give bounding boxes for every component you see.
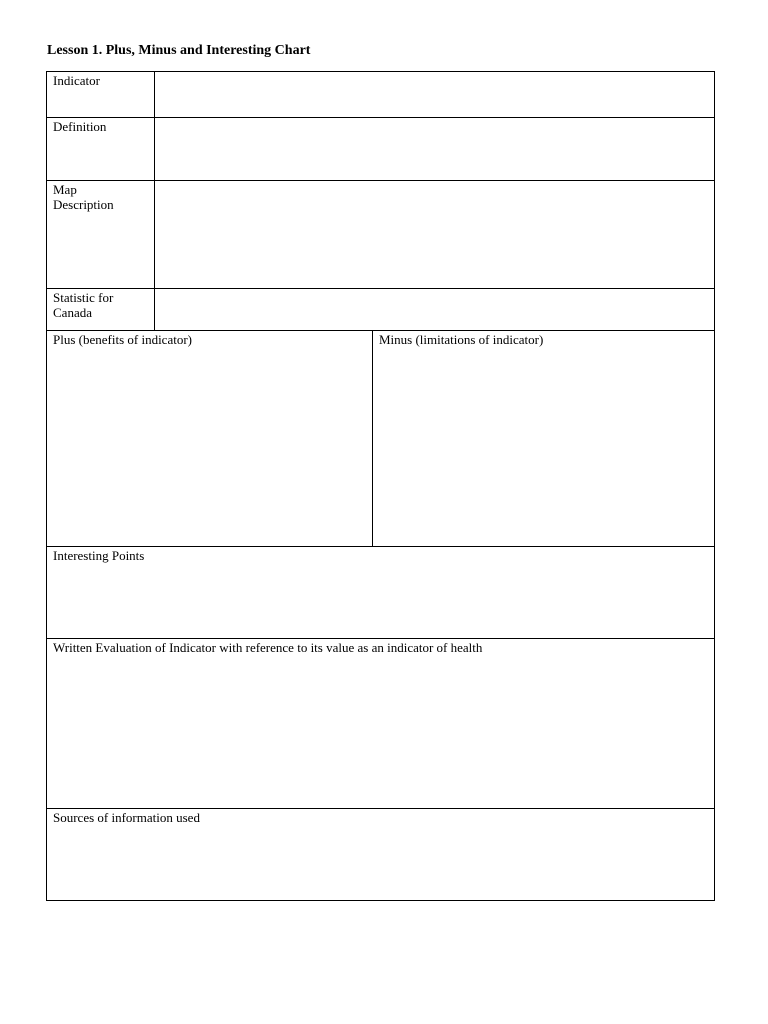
statistic-row: [47, 289, 715, 331]
minus-cell[interactable]: [373, 331, 715, 547]
definition-label-text: Definition: [53, 119, 107, 134]
page-title: Lesson 1. Plus, Minus and Interesting Chart: [47, 43, 311, 58]
plus-minus-row: [47, 331, 715, 547]
evaluation-cell[interactable]: [47, 639, 715, 809]
interesting-label: Interesting Points: [53, 548, 145, 563]
sources-row: [47, 809, 715, 901]
indicator-label-text: Indicator: [53, 73, 100, 88]
plus-label: Plus (benefits of indicator): [53, 332, 192, 347]
sources-cell[interactable]: [47, 809, 715, 901]
definition-label: [47, 118, 155, 181]
statistic-label: [47, 289, 155, 331]
worksheet-table: [46, 71, 715, 901]
statistic-label-text: Statistic for Canada: [53, 290, 114, 320]
definition-row: [47, 118, 715, 181]
map-description-label-text: Map Description: [53, 182, 114, 212]
map-description-row: [47, 181, 715, 289]
map-description-field[interactable]: [155, 181, 715, 289]
interesting-row: [47, 547, 715, 639]
evaluation-label: Written Evaluation of Indicator with reference to its value as an indicator of health: [53, 640, 483, 655]
plus-cell[interactable]: [47, 331, 373, 547]
indicator-label: [47, 72, 155, 118]
evaluation-row: [47, 639, 715, 809]
minus-label: Minus (limitations of indicator): [379, 332, 544, 347]
indicator-field[interactable]: [155, 72, 715, 118]
definition-field[interactable]: [155, 118, 715, 181]
map-description-label: [47, 181, 155, 289]
statistic-field[interactable]: [155, 289, 715, 331]
sources-label: Sources of information used: [53, 810, 200, 825]
interesting-cell[interactable]: [47, 547, 715, 639]
indicator-row: [47, 72, 715, 118]
